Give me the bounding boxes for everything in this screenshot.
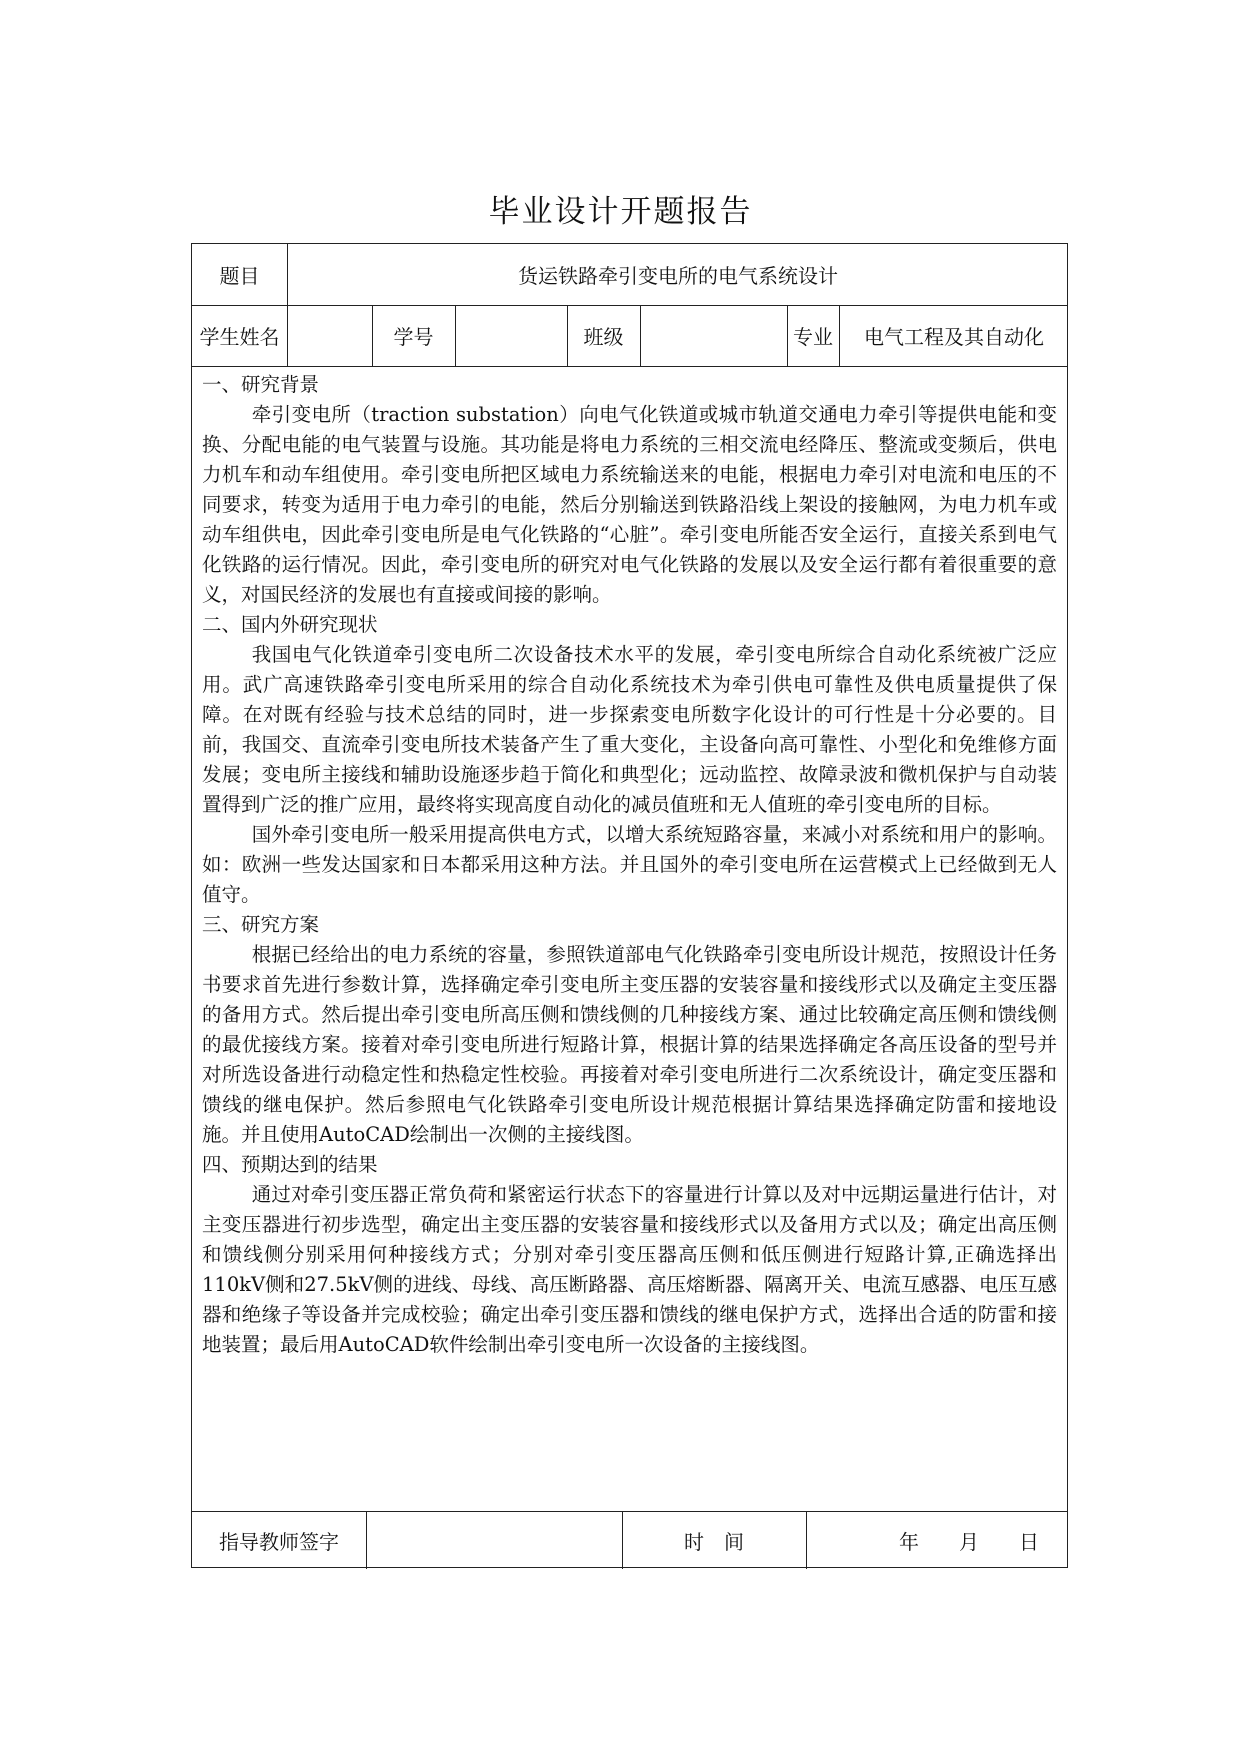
date-field[interactable]: 年 月 日 bbox=[899, 1529, 1039, 1554]
section-heading: 四、预期达到的结果 bbox=[202, 1153, 378, 1176]
student-name-field[interactable] bbox=[287, 305, 372, 366]
student-name-label: 学生姓名 bbox=[199, 325, 280, 349]
report-title: 毕业设计开题报告 bbox=[488, 194, 753, 230]
student-id-label: 学号 bbox=[393, 325, 434, 349]
section-heading: 一、研究背景 bbox=[202, 373, 320, 396]
section-paragraph: 我国电气化铁道牵引变电所二次设备技术水平的发展，牵引变电所综合自动化系统被广泛应用。武广高速铁路牵引变电所采用的综合自动化系统技术为牵引供电可靠性及供电质量提供了保障。在对既有经验与技术总结的同时，进一步探索变电所数字化设计的可行性是十分必要的。目前，我国交、直流牵引变电所技术装备产生了重大变化，主设备向高可靠性、小型化和免维修方面发展；变电所主接线和辅助设施逐步趋于简化和典型化；远动监控、故障录波和微机保护与自动装置得到广泛的推广应用，最终将实现高度自动化的减员值班和无人值班的牵引变电所的目标。 bbox=[202, 643, 1057, 816]
class-field[interactable] bbox=[640, 305, 787, 366]
major-value: 电气工程及其自动化 bbox=[864, 325, 1044, 349]
advisor-signature-field[interactable] bbox=[366, 1511, 622, 1569]
section-paragraph: 通过对牵引变压器正常负荷和紧密运行状态下的容量进行计算以及对中远期运量进行估计，对主变压器进行初步选型，确定出主变压器的安装容量和接线形式以及备用方式以及；确定出高压侧和馈线侧分别采用何种接线方式；分别对牵引变压器高压侧和低压侧进行短路计算,正确选择出110kV侧和27.5kV侧的进线、母线、高压断路器、高压熔断器、隔离开关、电流互感器、电压互感器和绝缘子等设备并完成校验；确定出牵引变压器和馈线的继电保护方式，选择出合适的防雷和接地装置；最后用AutoCAD软件绘制出牵引变电所一次设备的主接线图。 bbox=[202, 1183, 1057, 1356]
class-label: 班级 bbox=[583, 325, 624, 349]
section-heading: 二、国内外研究现状 bbox=[202, 613, 378, 636]
advisor-signature-label: 指导教师签字 bbox=[219, 1529, 339, 1554]
student-id-field[interactable] bbox=[455, 305, 567, 366]
section-paragraph: 根据已经给出的电力系统的容量，参照铁道部电气化铁路牵引变电所设计规范，按照设计任务书要求首先进行参数计算，选择确定牵引变电所主变压器的安装容量和接线形式以及确定主变压器的备用方式。然后提出牵引变电所高压侧和馈线侧的几种接线方案、通过比较确定高压侧和馈线侧的最优接线方案。接着对牵引变电所进行短路计算，根据计算的结果选择确定各高压设备的型号并对所选设备进行动稳定性和热稳定性校验。再接着对牵引变电所进行二次系统设计，确定变压器和馈线的继电保护。然后参照电气化铁路牵引变电所设计规范根据计算结果选择确定防雷和接地设施。并且使用AutoCAD绘制出一次侧的主接线图。 bbox=[202, 943, 1057, 1146]
major-label: 专业 bbox=[793, 325, 833, 349]
row-divider bbox=[192, 366, 1067, 367]
section-heading: 三、研究方案 bbox=[202, 913, 320, 936]
time-label: 时 间 bbox=[684, 1529, 744, 1554]
topic-label: 题目 bbox=[219, 264, 260, 288]
section-paragraph: 牵引变电所（traction substation）向电气化铁道或城市轨道交通电力牵引等提供电能和变换、分配电能的电气装置与设施。其功能是将电力系统的三相交流电经降压、整流或变频后，供电力机车和动车组使用。牵引变电所把区域电力系统输送来的电能，根据电力牵引对电流和电压的不同要求，转变为适用于电力牵引的电能，然后分别输送到铁路沿线上架设的接触网，为电力机车或动车组供电，因此牵引变电所是电气化铁路的“心脏”。牵引变电所能否安全运行，直接关系到电气化铁路的运行情况。因此，牵引变电所的研究对电气化铁路的发展以及安全运行都有着很重要的意义，对国民经济的发展也有直接或间接的影响。 bbox=[202, 403, 1057, 606]
section-paragraph: 国外牵引变电所一般采用提高供电方式，以增大系统短路容量，来减小对系统和用户的影响。如：欧洲一些发达国家和日本都采用这种方法。并且国外的牵引变电所在运营模式上已经做到无人值守。 bbox=[202, 823, 1057, 906]
report-body bbox=[202, 370, 1057, 1360]
topic-value: 货运铁路牵引变电所的电气系统设计 bbox=[518, 264, 838, 288]
proposal-form bbox=[191, 243, 1068, 1568]
